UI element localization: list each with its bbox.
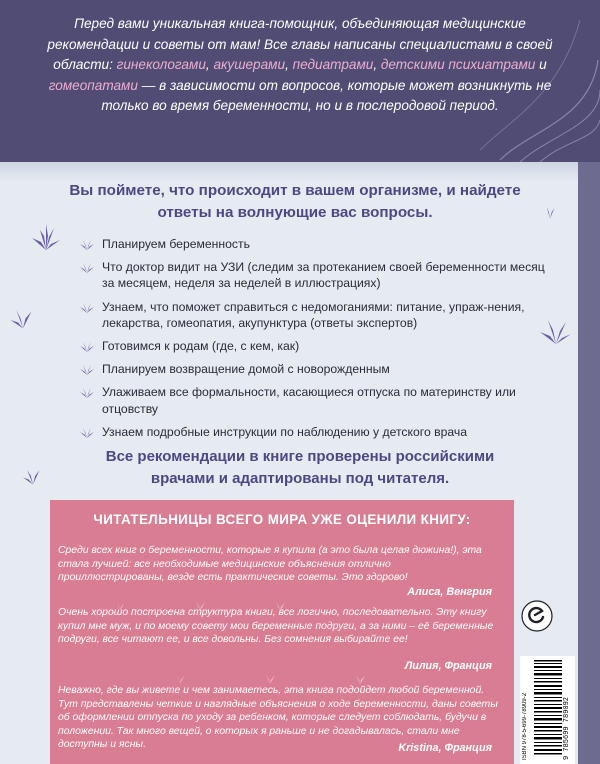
list-item: Планируем беременность bbox=[80, 236, 550, 252]
sprig-cluster-icon bbox=[8, 300, 38, 330]
headline: Вы поймете, что происходит в вашем организме, и найдете ответы на волнующие вас вопросы. bbox=[69, 182, 521, 221]
intro-specialist: детскими психиатрами bbox=[380, 57, 536, 72]
review-author: Алиса, Венгрия bbox=[407, 586, 492, 598]
barcode-number: 9 785699 789092 bbox=[563, 696, 571, 760]
closing-statement: Все рекомендации в книге проверены российскими врачами и адаптированы под читателя. bbox=[105, 448, 495, 487]
list-item: Готовимся к родам (где, с кем, как) bbox=[80, 338, 550, 354]
sprig-bullet-icon bbox=[80, 385, 94, 399]
list-item: Улаживаем все формальности, касающиеся отпуска по материнству или отцовству bbox=[80, 384, 550, 416]
review-text: Среди всех книг о беременности, которые я купила (а это была целая дюжина!), эта стала лучшей: все необходимые медицинские объяснения отлично проиллюстрированы, везде есть практические советы. Это здорово! bbox=[58, 545, 482, 584]
intro-specialist: акушерами bbox=[213, 57, 286, 72]
intro-specialist: педиатрами bbox=[292, 57, 374, 72]
sprig-bullet-icon bbox=[80, 339, 94, 353]
intro-specialist: гомеопатами bbox=[48, 77, 138, 93]
intro-specialist: гинекологами bbox=[116, 57, 206, 72]
sprig-bullet-icon bbox=[80, 425, 94, 439]
isbn-label: ISBN 978-5-699-78909-2 bbox=[522, 692, 528, 760]
reviews-heading: ЧИТАТЕЛЬНИЦЫ ВСЕГО МИРА УЖЕ ОЦЕНИЛИ КНИГУ: bbox=[93, 512, 471, 527]
list-item: Узнаем подробные инструкции по наблюдению у детского врача bbox=[80, 424, 550, 440]
sprig-bullet-icon bbox=[80, 237, 94, 251]
topic-list bbox=[80, 236, 550, 447]
review-text: Очень хорошо построена структура книги, все логично, последовательно. Эту книгу купил мне муж, и по моему совету мои беременные подруги, а за ними – её беременные подруги, все читают ее, и все довольны. Без сомнения выбирайте ее! bbox=[58, 607, 494, 646]
barcode-icon bbox=[534, 660, 562, 756]
intro-paragraph: Перед вами уникальная книга-помощник, объединяющая медицинские рекомендации и советы от мам! Все главы написаны специалистами в своей области: гинекологами, акушерами, педиатрами, детскими психиатрами и гомеопатами — в зависимости от вопросов, которые может возникнуть не только во время беременности, но и в послеродовой период. bbox=[47, 16, 553, 113]
sprig-cluster-icon bbox=[28, 216, 64, 252]
sprig-cluster-icon bbox=[540, 200, 560, 220]
isbn-barcode-block bbox=[520, 656, 575, 764]
review-text: Неважно, где вы живете и чем занимаетесь, эта книга подойдет любой беременной. Тут представлены четкие и наглядные объяснения о ходе беременности, даны советы об оформлении отпуска по уходу за ребенком, которые следует соблюдать, будучи в положении. Так много вещей, о которых я раньше и не догадывалась, стали мне доступны и ясны. bbox=[58, 685, 498, 751]
intro-band bbox=[0, 0, 600, 162]
review-author: Kristina, Франция bbox=[398, 742, 492, 754]
spine-edge-strip bbox=[578, 162, 600, 764]
sprig-bullet-icon bbox=[80, 362, 94, 376]
publisher-logo-icon bbox=[521, 600, 553, 632]
gradient-band bbox=[0, 162, 600, 182]
sprig-cluster-icon bbox=[20, 460, 46, 486]
reviews-panel bbox=[50, 500, 514, 764]
review-author: Лилия, Франция bbox=[404, 660, 492, 672]
list-item: Что доктор видит на УЗИ (следим за протеканием своей беременности месяц за месяцем, неделя за неделей в иллюстрациях) bbox=[80, 259, 550, 291]
list-item: Планируем возвращение домой с новорожденным bbox=[80, 361, 550, 377]
sprig-bullet-icon bbox=[80, 300, 94, 314]
sprig-bullet-icon bbox=[80, 260, 94, 274]
list-item: Узнаем, что поможет справиться с недомоганиями: питание, упраж-нения, лекарства, гомеопатия, акупунктура (ответы экспертов) bbox=[80, 299, 550, 331]
